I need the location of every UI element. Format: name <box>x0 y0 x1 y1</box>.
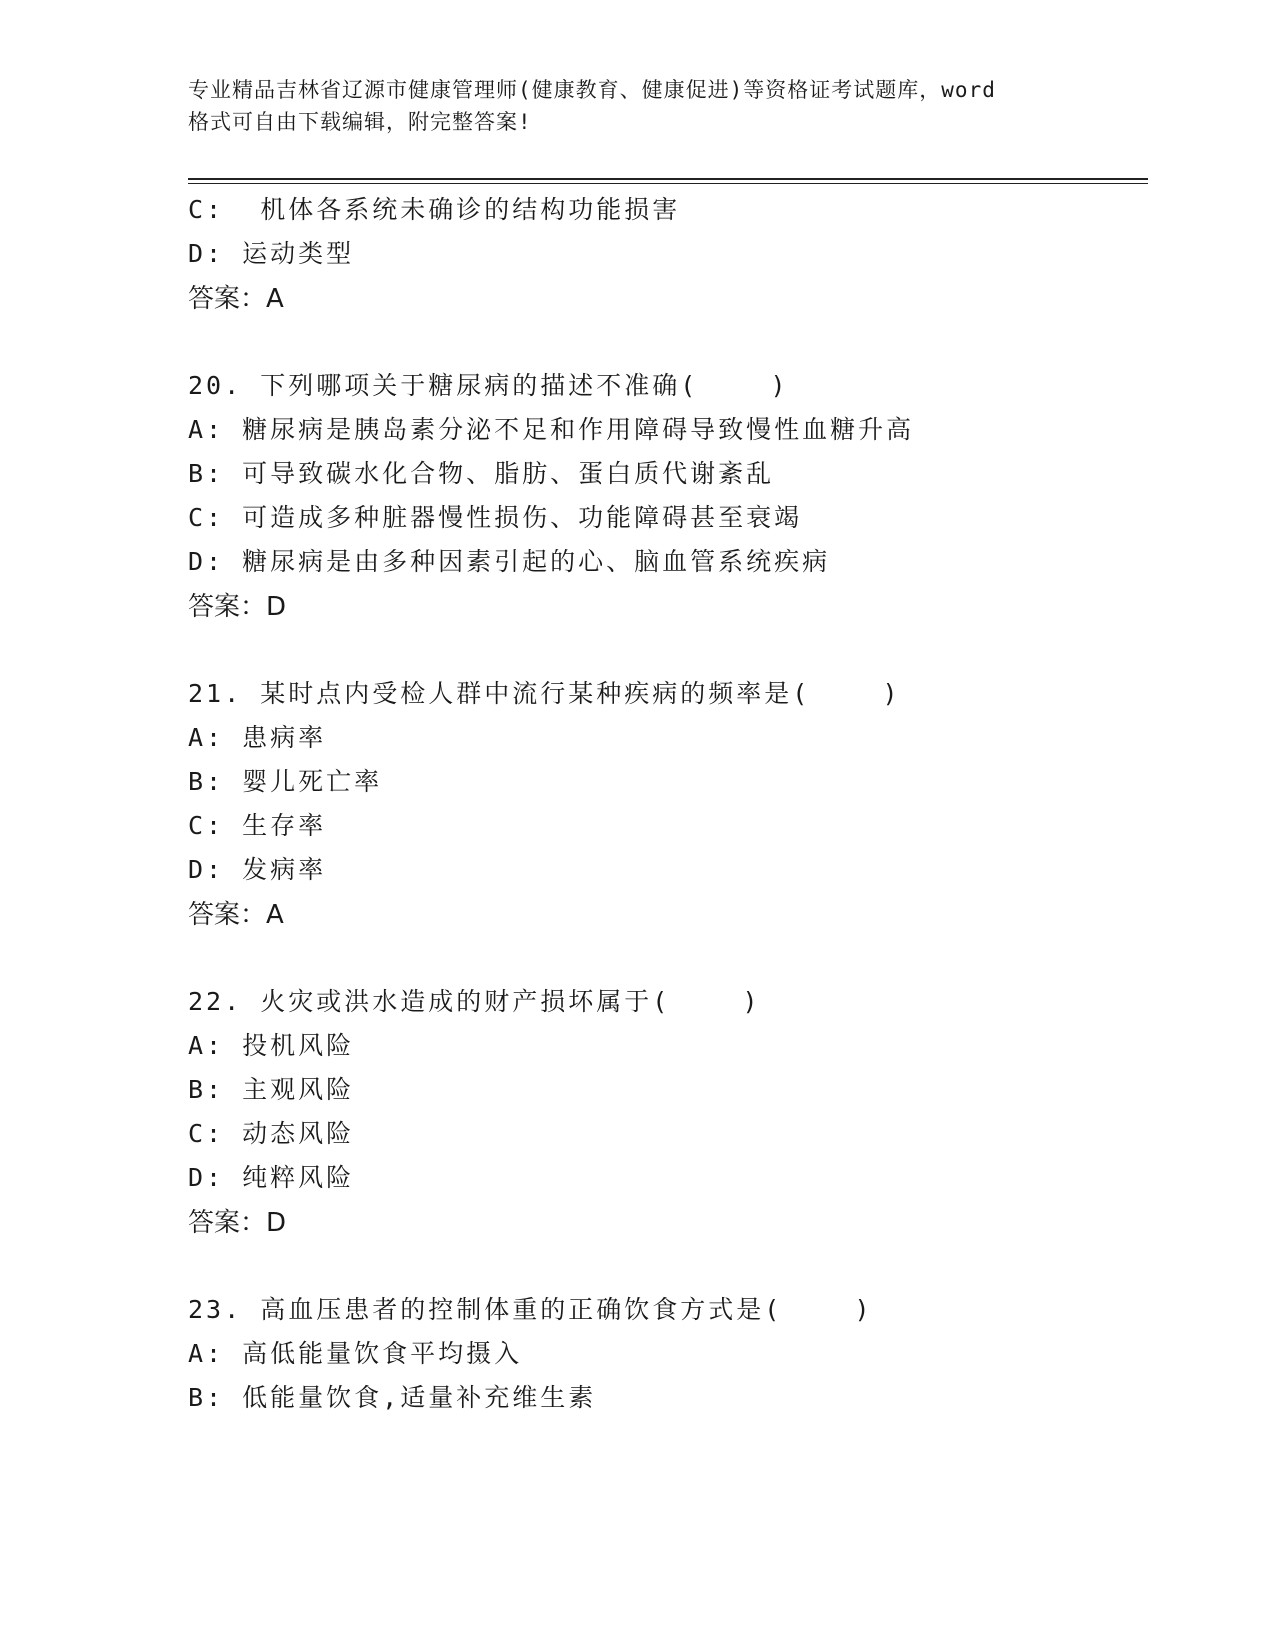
q21-answer: 答案：A <box>188 900 284 930</box>
q21-stem: 21. 某时点内受检人群中流行某种疾病的频率是( ) <box>188 679 901 708</box>
q21-option-c: C: 生存率 <box>188 811 327 840</box>
q20-stem: 20. 下列哪项关于糖尿病的描述不准确( ) <box>188 371 789 400</box>
q23-option-a: A: 高低能量饮食平均摄入 <box>188 1339 523 1368</box>
q22-option-c: C: 动态风险 <box>188 1119 355 1148</box>
q19-option-d: D: 运动类型 <box>188 239 355 268</box>
q19-answer: 答案：A <box>188 284 284 314</box>
q19-option-c: C: 机体各系统未确诊的结构功能损害 <box>188 195 681 224</box>
q21-option-b: B: 婴儿死亡率 <box>188 767 383 796</box>
q20-option-b: B: 可导致碳水化合物、脂肪、蛋白质代谢紊乱 <box>188 459 775 488</box>
q22-answer: 答案：D <box>188 1208 287 1238</box>
header-rule-thick <box>188 178 1148 180</box>
header-line-1: 专业精品吉林省辽源市健康管理师(健康教育、健康促进)等资格证考试题库，word <box>188 78 996 102</box>
q21-option-a: A: 患病率 <box>188 723 327 752</box>
header-line-2: 格式可自由下载编辑，附完整答案! <box>188 110 532 134</box>
q20-option-c: C: 可造成多种脏器慢性损伤、功能障碍甚至衰竭 <box>188 503 803 532</box>
q23-stem: 23. 高血压患者的控制体重的正确饮食方式是( ) <box>188 1295 873 1324</box>
q20-answer: 答案：D <box>188 592 287 622</box>
q22-option-d: D: 纯粹风险 <box>188 1163 355 1192</box>
q22-stem: 22. 火灾或洪水造成的财产损坏属于( ) <box>188 987 761 1016</box>
q22-option-b: B: 主观风险 <box>188 1075 355 1104</box>
q23-option-b: B: 低能量饮食,适量补充维生素 <box>188 1383 597 1412</box>
document-header <box>188 74 1088 138</box>
q20-option-d: D: 糖尿病是由多种因素引起的心、脑血管系统疾病 <box>188 547 831 576</box>
q21-option-d: D: 发病率 <box>188 855 327 884</box>
q22-option-a: A: 投机风险 <box>188 1031 355 1060</box>
header-rule-thin <box>188 183 1148 184</box>
q20-option-a: A: 糖尿病是胰岛素分泌不足和作用障碍导致慢性血糖升高 <box>188 415 915 444</box>
